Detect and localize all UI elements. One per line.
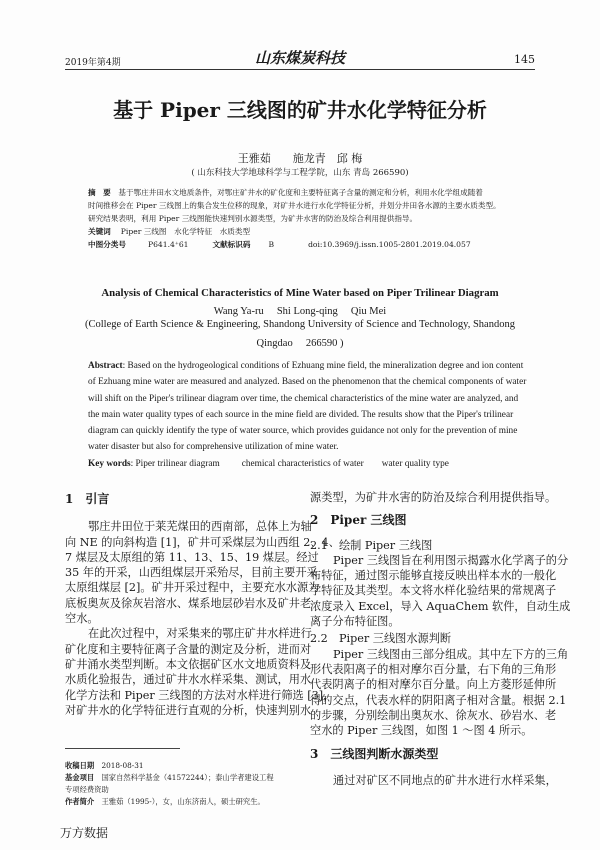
body-line: 通过对矿区不同地点的矿井水进行水样采集， — [333, 773, 557, 787]
abstract-line: the main water quality types of each source in the mine field are divided. The results show that the Piper's trilinear — [88, 409, 514, 420]
body-line: 空水的 Piper 三线图，如图 1 ～图 4 所示。 — [310, 724, 533, 738]
chinese-abstract — [88, 186, 528, 251]
abstract-line: 研究结果表明，利用 Piper 三线图能快速判别水源类型，为矿井水害的防治及综合利用提供指导。 — [88, 214, 418, 223]
body-line: 对矿井水的化学特征进行直观的分析，快速判别水 — [65, 703, 312, 717]
abstract-line: water disaster but also for comprehensive utilization of mine water. — [88, 442, 339, 453]
keywords-label: 关键词 — [88, 227, 111, 236]
english-authors: Wang Ya-ru Shi Long-qing Qiu Mei — [213, 306, 387, 317]
section-2-1-heading: 2.1 绘制 Piper 三线图 — [310, 538, 433, 552]
section-1-heading: 1 引言 — [65, 492, 110, 506]
keyword: 水化学特征 — [174, 227, 213, 236]
paper-title: 基于 Piper 三线图的矿井水化学特征分析 — [113, 98, 487, 122]
fund-label: 基金项目 — [65, 773, 95, 782]
author-bio-label: 作者简介 — [65, 797, 95, 806]
fund-text-cont: 专项经费资助 — [65, 785, 109, 794]
author-bio: 王雅茹（1995-），女，山东济南人，硕士研究生。 — [101, 797, 265, 806]
section-2-heading: 2 Piper 三线图 — [310, 513, 407, 528]
abstract-label: Abstract — [88, 361, 123, 371]
body-line: 形代表阳离子的相对摩尔百分量，右下角的三角形 — [310, 662, 557, 676]
body-line: 学特征及其类型。本文将水样化验结果的常规离子 — [310, 584, 557, 598]
section-2-2-heading: 2.2 Piper 三线图水源判断 — [310, 632, 452, 646]
english-abstract — [88, 358, 526, 472]
body-line: 浓度录入 Excel，导入 AquaChem 软件，自动生成 — [310, 599, 571, 613]
keyword: : Piper trilinear diagram — [130, 458, 220, 469]
wanfang-watermark: 万方数据 — [60, 826, 109, 840]
doi: doi:10.3969/j.issn.1005-2801.2019.04.057 — [308, 240, 471, 249]
body-line: 布特征，通过图示能够直接反映出样本水的一般化 — [310, 569, 557, 583]
section-3-heading: 3 三线图判断水源类型 — [310, 747, 439, 762]
body-line: 35 年的开采，山西组煤层开采殆尽，目前主要开采 — [65, 566, 318, 580]
footnotes — [65, 760, 274, 808]
keyword: water quality type — [381, 458, 449, 469]
doccode: B — [268, 240, 275, 249]
abstract-line: 时间推移会在 Piper 三线图上的集合发生位移的现象，对矿井水进行水化学特征分析，并划分井田各水源的主要水质类型。 — [88, 201, 501, 210]
keywords-label: Key words — [88, 458, 131, 469]
english-title: Analysis of Chemical Characteristics of Mine Water based on Piper Trilinear Diagram — [101, 287, 499, 299]
affiliation: ( 山东科技大学地球科学与工程学院，山东 青岛 266590) — [191, 168, 409, 178]
body-line: 7 煤层及太原组的第 11、13、15、19 煤层。经过 — [65, 550, 319, 564]
keyword: chemical characteristics of water — [241, 458, 364, 469]
body-line: 水质化验报告，通过矿井水水样采集、测试，用水 — [65, 673, 312, 687]
authors: 王雅茹 施龙青 邱 梅 — [237, 152, 363, 165]
received-label: 收稿日期 — [65, 761, 95, 770]
footnote-rule — [65, 748, 180, 749]
body-line: Piper 三线图旨在利用图示揭露水化学离子的分 — [333, 553, 569, 567]
body-line: 化学方法和 Piper 三线图的方法对水样进行筛选 [3]， — [65, 688, 335, 702]
abstract-line: of Ezhuang mine water are measured and analyzed. Based on the phenomenon that the chemical components of water — [88, 377, 527, 388]
english-affiliation: (College of Earth Science & Engineering, Shandong University of Science and Technology, Shandong — [85, 319, 515, 330]
abstract-line: will shift on the Piper's trilinear diagram over time, the chemical characteristics of the mine water are analyzed, and — [88, 393, 519, 404]
page-number: 145 — [514, 53, 535, 66]
header-rule — [65, 69, 535, 70]
abstract-line: : Based on the hydrogeological conditions of Ezhuang mine field, the mineralization degree and ion content — [122, 361, 524, 371]
abstract-label: 摘 要 — [88, 188, 111, 197]
body-line: 得的交点，代表水样的阴阳离子相对含量。根据 2.1 — [310, 693, 567, 707]
abstract-line: 基于鄂庄井田水文地质条件，对鄂庄矿井水的矿化度和主要特征离子含量的测定和分析，利用水化学组成随着 — [118, 188, 483, 197]
doccode-label: 文献标识码 — [212, 240, 251, 249]
journal-logo: 山东煤炭科技 — [254, 49, 345, 67]
body-line: 空水。 — [65, 612, 99, 626]
body-line: 鄂庄井田位于莱芜煤田的西南部，总体上为轴 — [88, 520, 312, 534]
body-line: 太原组煤层 [2]。矿井开采过程中，主要充水水源为 — [65, 581, 320, 595]
body-line: 底板奥灰及徐灰岩溶水、煤系地层砂岩水及矿井老 — [65, 596, 312, 610]
abstract-line: diagram can quickly identify the type of water source, which provides guidance not only for the prevention of mine — [88, 426, 518, 437]
keyword: Piper 三线图 — [120, 227, 167, 236]
body-line: 矿化度和主要特征离子含量的测定及分析，进而对 — [65, 642, 312, 656]
body-line: Piper 三线图由三部分组成。其中左下方的三角 — [333, 647, 569, 661]
keyword: 水质类型 — [219, 227, 251, 236]
clc-label: 中图分类号 — [88, 240, 126, 249]
left-column — [65, 492, 340, 718]
body-line: 源类型，为矿井水害的防治及综合利用提供指导。 — [310, 491, 557, 504]
clc-code: P641.4⁺61 — [147, 240, 189, 249]
body-line: 的步骤，分别绘制出奥灰水、徐灰水、砂岩水、老 — [310, 708, 557, 722]
received-date: 2018-08-31 — [101, 761, 144, 770]
fund-text: 国家自然科学基金（41572244）；泰山学者建设工程 — [101, 773, 274, 782]
english-affiliation-line2: Qingdao 266590 ) — [256, 338, 344, 349]
body-line: 代表阴离子的相对摩尔百分量。向上方菱形延伸所 — [310, 678, 557, 692]
body-line: 在此次过程中，对采集来的鄂庄矿井水样进行 — [88, 627, 312, 641]
body-line: 离子分布特征图。 — [310, 615, 400, 629]
right-column — [310, 490, 570, 788]
body-line: 矿井涌水类型判断。本文依据矿区水文地质资料及 — [65, 657, 312, 671]
body-line: 向 NE 的向斜构造 [1]，矿井可采煤层为山西组 2、4、 — [65, 535, 340, 549]
issue-label: 2019年第4期 — [65, 58, 121, 68]
